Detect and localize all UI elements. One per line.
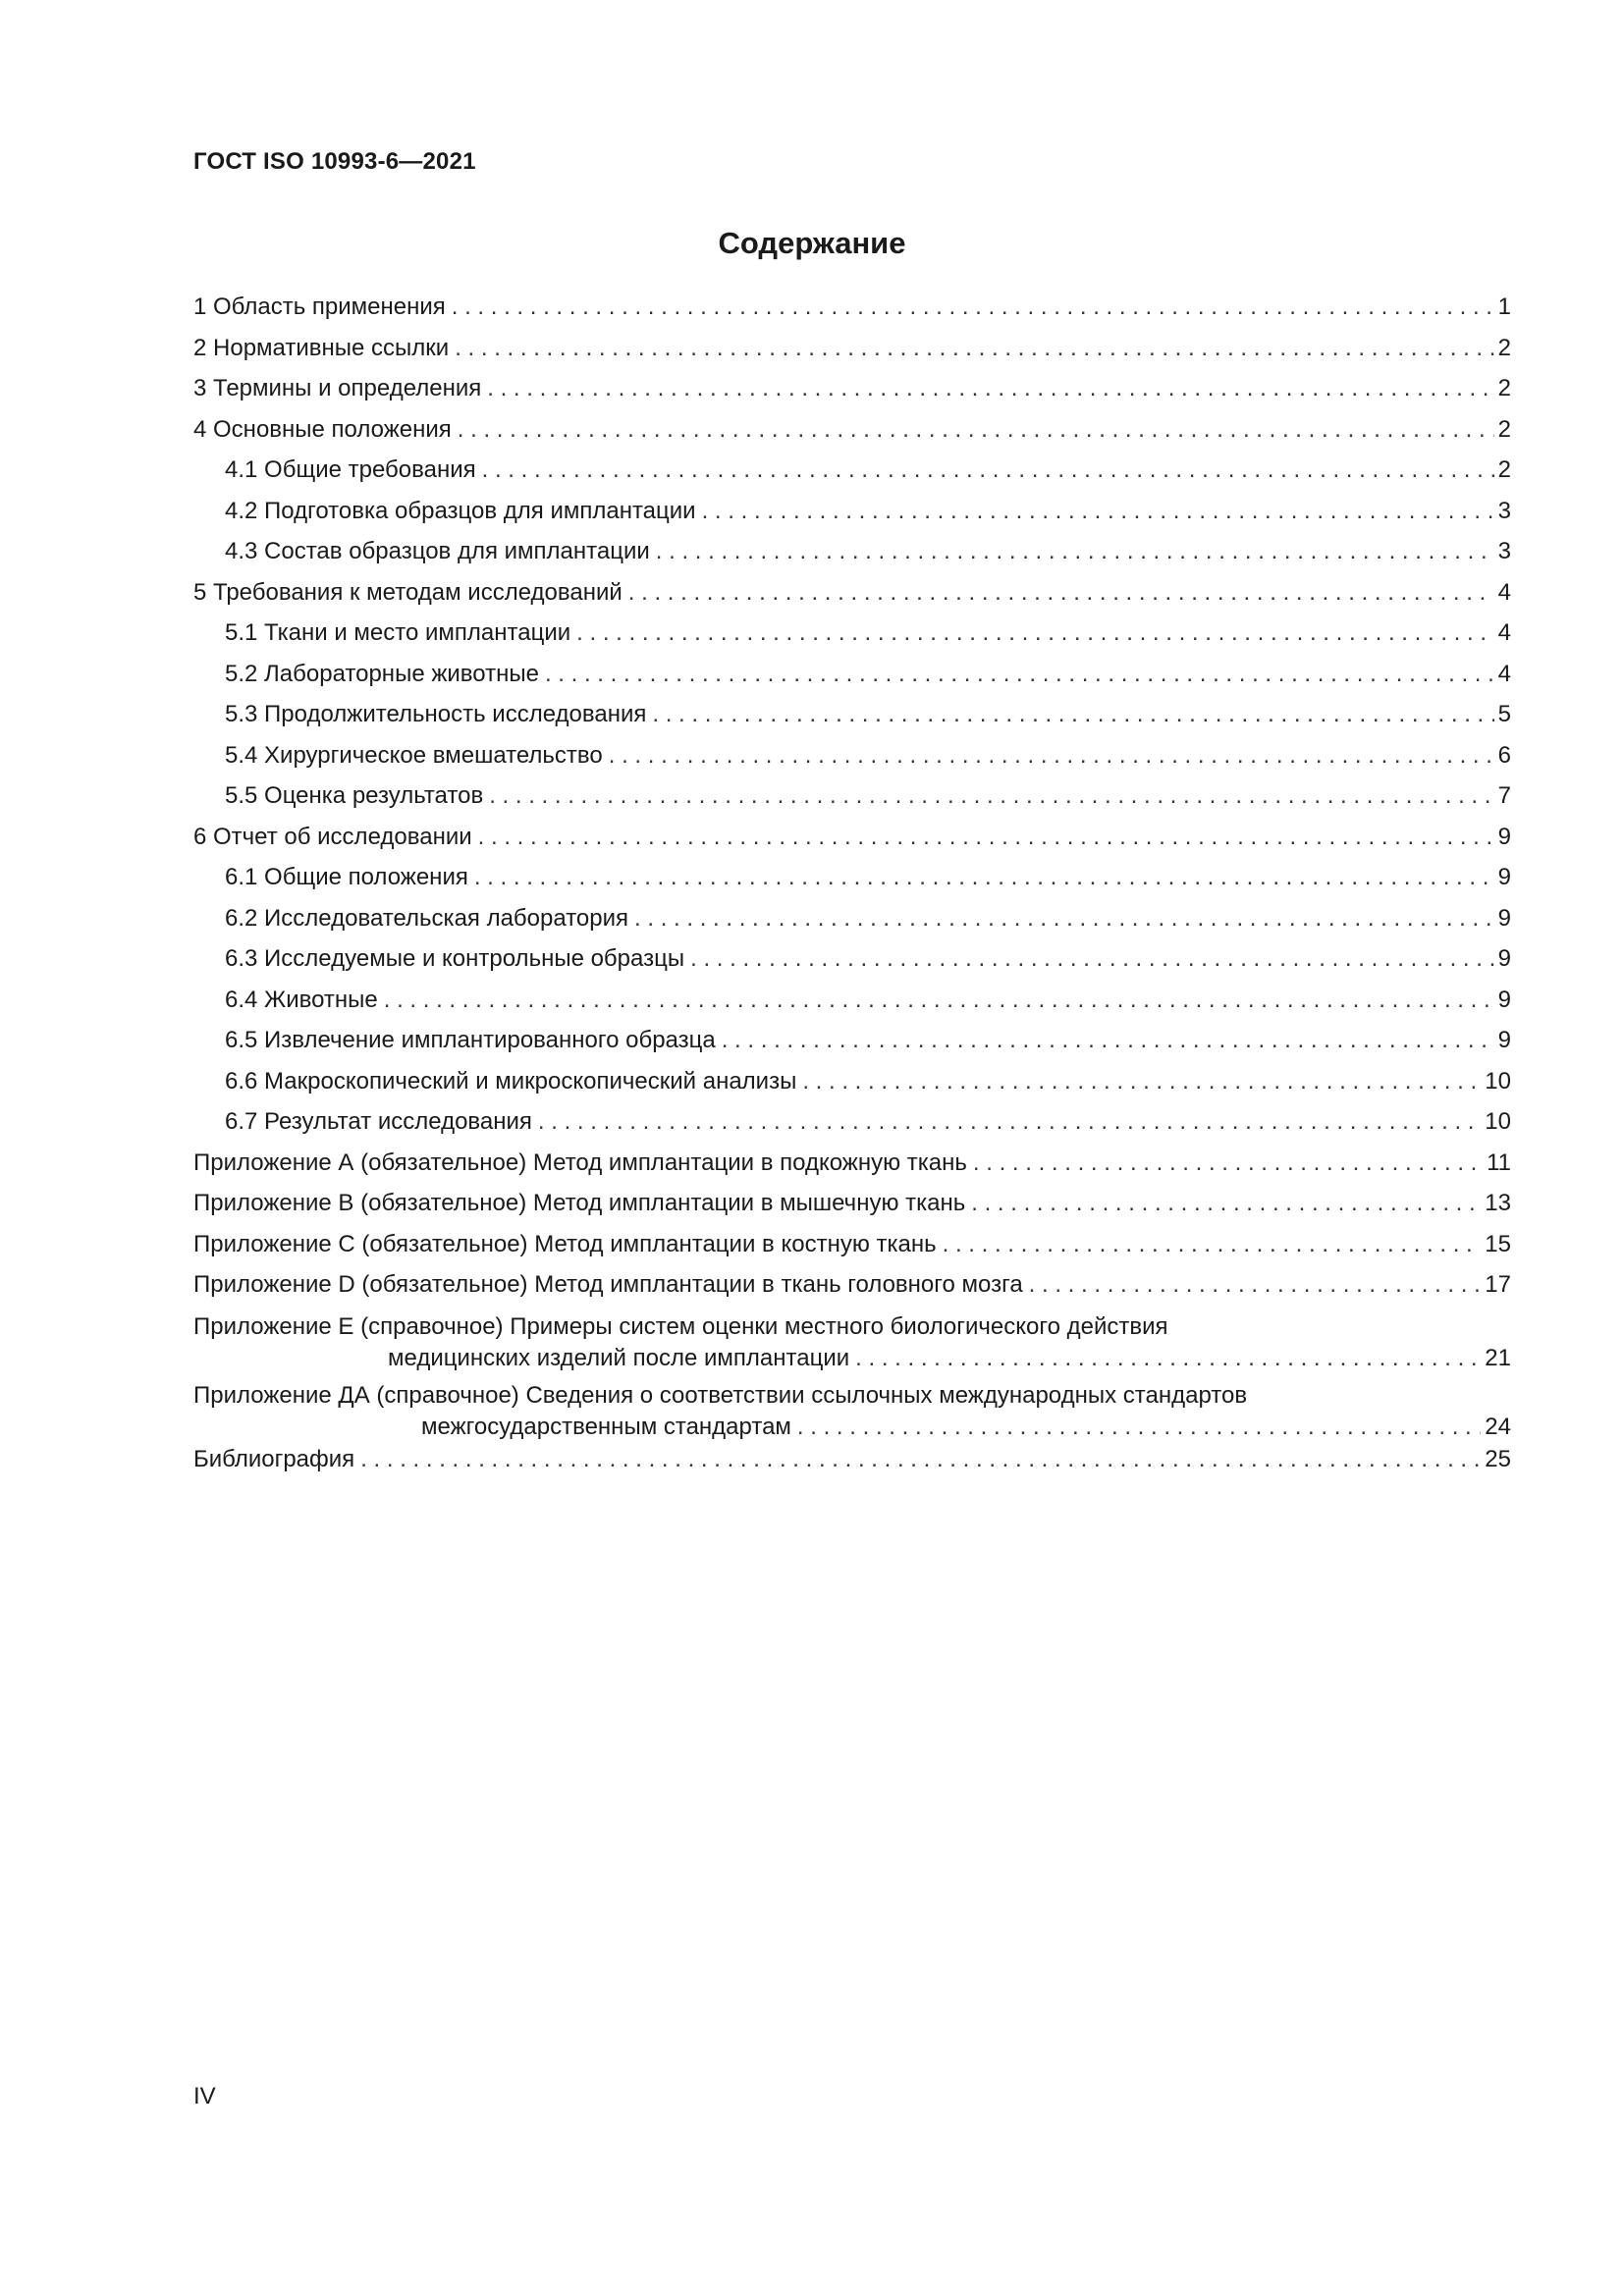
toc-entry[interactable] <box>193 415 1511 445</box>
dot-leader <box>576 618 1494 648</box>
toc-entry-page: 11 <box>1487 1148 1511 1176</box>
toc-entry-label: 6.5 Извлечение имплантированного образца <box>225 1027 716 1053</box>
dot-leader <box>1029 1270 1482 1300</box>
dot-leader <box>971 1189 1481 1218</box>
toc-entry-page: 9 <box>1497 823 1511 850</box>
toc-entry-multiline[interactable] <box>193 1380 1511 1443</box>
toc-entry-label: Приложение А (обязательное) Метод имплантации в подкожную ткань <box>193 1148 967 1176</box>
toc-entry[interactable] <box>193 1230 1511 1259</box>
toc-entry-label: Приложение С (обязательное) Метод имплантации в костную ткань <box>193 1230 937 1257</box>
toc-entry[interactable] <box>193 781 1511 811</box>
dot-leader <box>458 415 1494 445</box>
toc-entry-label: 3 Термины и определения <box>193 375 482 401</box>
toc-entry-page: 2 <box>1497 415 1511 443</box>
toc-entry[interactable] <box>193 1270 1511 1300</box>
toc-entry[interactable] <box>193 293 1511 322</box>
toc-entry[interactable] <box>193 374 1511 403</box>
toc-entry-page: 3 <box>1497 497 1511 524</box>
dot-leader <box>452 293 1494 322</box>
toc-entry-page: 15 <box>1485 1230 1511 1257</box>
dot-leader <box>609 741 1494 771</box>
toc-entry[interactable] <box>193 1148 1511 1178</box>
toc-entry-page: 4 <box>1497 660 1511 687</box>
dot-leader <box>652 700 1493 729</box>
toc-entry-label: 4 Основные положения <box>193 415 452 443</box>
toc-entry-label: 6.3 Исследуемые и контрольные образцы <box>225 945 685 972</box>
toc-entry-label: 5.3 Продолжительность исследования <box>225 701 647 727</box>
page-number: IV <box>193 2083 216 2109</box>
toc-entry-page: 2 <box>1497 375 1511 401</box>
dot-leader <box>802 1067 1481 1096</box>
toc-entry-label: 6 Отчет об исследовании <box>193 823 472 850</box>
toc-entry-label: 6.2 Исследовательская лаборатория <box>225 904 629 932</box>
dot-leader <box>628 578 1494 608</box>
toc-entry-label-line2: межгосударственным стандартам <box>421 1413 791 1440</box>
toc-entry-label: 1 Область применения <box>193 294 446 320</box>
toc-entry-label: 4.3 Состав образцов для имплантации <box>225 538 650 564</box>
toc-entry-label: 6.7 Результат исследования <box>225 1108 532 1135</box>
toc-entry-label: 5.1 Ткани и место имплантации <box>225 619 571 646</box>
toc-entry-page: 10 <box>1485 1067 1511 1095</box>
dot-leader <box>455 334 1493 363</box>
toc-entry[interactable] <box>193 455 1511 485</box>
dot-leader <box>360 1445 1481 1474</box>
table-of-contents <box>193 293 1511 1485</box>
document-code: ГОСТ ISO 10993-6—2021 <box>193 148 476 175</box>
toc-entry[interactable] <box>193 334 1511 363</box>
toc-entry-continuation <box>193 1412 1511 1443</box>
dot-leader <box>487 374 1493 403</box>
dot-leader <box>855 1343 1481 1374</box>
toc-entry-label: 5.4 Хирургическое вмешательство <box>225 741 603 769</box>
toc-entry-page: 3 <box>1497 538 1511 564</box>
dot-leader <box>797 1412 1481 1443</box>
dot-leader <box>973 1148 1483 1178</box>
toc-entry-label-line2: медицинских изделий после имплантации <box>388 1344 850 1371</box>
toc-entry-page: 5 <box>1497 701 1511 727</box>
toc-entry[interactable] <box>193 700 1511 729</box>
toc-entry[interactable] <box>193 741 1511 771</box>
dot-leader <box>722 1026 1494 1055</box>
toc-entry[interactable] <box>193 660 1511 689</box>
toc-entry-page: 4 <box>1497 619 1511 646</box>
toc-entry[interactable] <box>193 863 1511 892</box>
toc-entry-label: 5 Требования к методам исследований <box>193 578 623 606</box>
toc-entry-page: 6 <box>1497 741 1511 769</box>
dot-leader <box>384 986 1494 1015</box>
toc-entry[interactable] <box>193 537 1511 566</box>
dot-leader <box>634 904 1494 934</box>
toc-entry[interactable] <box>193 497 1511 526</box>
toc-entry-page: 13 <box>1485 1190 1511 1216</box>
toc-entry-page: 9 <box>1497 945 1511 972</box>
toc-entry[interactable] <box>193 1026 1511 1055</box>
dot-leader <box>538 1107 1481 1137</box>
toc-entry[interactable] <box>193 904 1511 934</box>
dot-leader <box>474 863 1494 892</box>
toc-entry-label: 2 Нормативные ссылки <box>193 334 450 361</box>
toc-entry-label: 5.2 Лабораторные животные <box>225 660 539 687</box>
toc-entry[interactable] <box>193 618 1511 648</box>
dot-leader <box>478 823 1494 852</box>
toc-entry-page: 9 <box>1497 1027 1511 1053</box>
toc-entry-label-line1: Приложение ДА (справочное) Сведения о соответствии ссылочных международных стандартов <box>193 1381 1248 1409</box>
toc-entry-label: 5.5 Оценка результатов <box>225 782 484 809</box>
dot-leader <box>489 781 1493 811</box>
toc-entry[interactable] <box>193 1107 1511 1137</box>
toc-entry-page: 2 <box>1497 334 1511 361</box>
toc-entry-page: 1 <box>1497 294 1511 320</box>
toc-entry-page: 25 <box>1485 1445 1511 1472</box>
dot-leader <box>702 497 1494 526</box>
toc-entry[interactable] <box>193 823 1511 852</box>
toc-entry-page: 4 <box>1497 578 1511 606</box>
toc-entry-page: 10 <box>1485 1108 1511 1135</box>
toc-entry-label: Библиография <box>193 1445 355 1472</box>
toc-entry[interactable] <box>193 1067 1511 1096</box>
toc-entry-page: 9 <box>1497 864 1511 890</box>
toc-entry-page: 7 <box>1497 782 1511 809</box>
toc-entry[interactable] <box>193 1445 1511 1474</box>
dot-leader <box>545 660 1494 689</box>
toc-entry-label: Приложение D (обязательное) Метод имплантации в ткань головного мозга <box>193 1271 1023 1298</box>
dot-leader <box>690 944 1494 974</box>
toc-entry-page: 21 <box>1485 1344 1511 1371</box>
toc-entry[interactable] <box>193 578 1511 608</box>
toc-entry-continuation <box>193 1343 1511 1374</box>
toc-entry[interactable] <box>193 944 1511 974</box>
toc-entry[interactable] <box>193 1189 1511 1218</box>
toc-entry-label: 4.2 Подготовка образцов для имплантации <box>225 497 696 524</box>
toc-entry-page: 9 <box>1497 904 1511 932</box>
dot-leader <box>482 455 1494 485</box>
toc-entry-label: 6.1 Общие положения <box>225 864 468 890</box>
toc-entry-page: 24 <box>1485 1413 1511 1440</box>
toc-title: Содержание <box>718 226 906 260</box>
toc-entry-label-line1: Приложение Е (справочное) Примеры систем оценки местного биологического действия <box>193 1312 1168 1340</box>
toc-entry-page: 2 <box>1497 456 1511 483</box>
toc-entry-page: 9 <box>1497 986 1511 1013</box>
toc-entry-label: Приложение В (обязательное) Метод имплантации в мышечную ткань <box>193 1190 966 1216</box>
toc-entry-label: 6.6 Макроскопический и микроскопический анализы <box>225 1067 797 1095</box>
toc-entry[interactable] <box>193 986 1511 1015</box>
toc-entry-label: 6.4 Животные <box>225 986 378 1013</box>
dot-leader <box>656 537 1494 566</box>
toc-entry-multiline[interactable] <box>193 1311 1511 1374</box>
toc-entry-page: 17 <box>1485 1271 1511 1298</box>
dot-leader <box>943 1230 1482 1259</box>
toc-entry-label: 4.1 Общие требования <box>225 456 476 483</box>
